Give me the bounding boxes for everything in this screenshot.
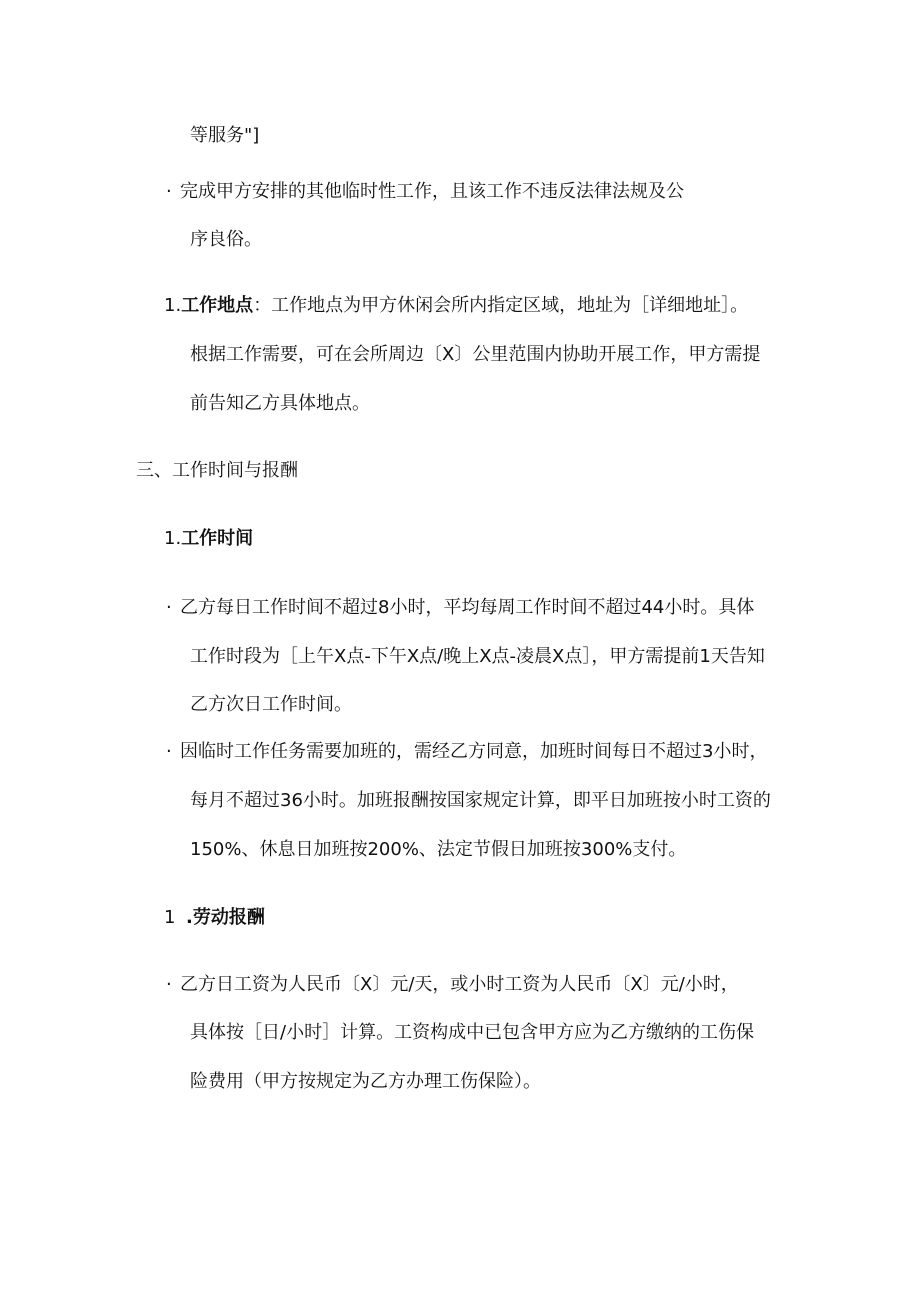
line-text: 每月不超过36小时。加班报酬按国家规定计算，即平日加班按小时工资的 [190,790,771,811]
line-text: 前告知乙方具体地点。 [190,393,370,414]
line-text: 具体按［日/小时］计算。工资构成中已包含甲方应为乙方缴纳的工伤保 [190,1022,755,1043]
line-text: 乙方日工资为人民币〔X〕元/天，或小时工资为人民币〔X〕元/小时， [180,974,739,995]
text-line [190,228,262,252]
text-line [190,838,686,862]
text-line [190,1021,754,1045]
line-text: 工作时段为［上午X点-下午X点/晚上X点-凌晨X点］，甲方需提前1天告知 [190,646,765,667]
text-line [190,343,760,367]
bullet-line [166,180,684,204]
section-heading [136,459,298,483]
bullet-icon: · [166,597,172,618]
line-text: 序良俗。 [190,229,262,250]
text-line [190,1070,541,1094]
text-line [190,789,771,813]
bullet-icon: · [166,974,172,995]
bullet-line [166,973,739,997]
text-line [190,124,259,148]
bullet-line [166,596,754,620]
line-text: 完成甲方安排的其他临时性工作，且该工作不违反法律法规及公 [180,181,684,202]
item-heading: .劳动报酬 [186,907,265,928]
item-number: 1. [164,295,182,316]
item-number: 1 [164,907,176,928]
line-text: 乙方每日工作时间不超过8小时，平均每周工作时间不超过44小时。具体 [180,597,755,618]
subheading [164,906,265,930]
line-text: 因临时工作任务需要加班的，需经乙方同意，加班时间每日不超过3小时， [180,741,768,762]
line-text: 根据工作需要，可在会所周边〔X〕公里范围内协助开展工作，甲方需提 [190,344,761,365]
subheading [164,527,253,551]
line-text: 150%、休息日加班按200%、法定节假日加班按300%支付。 [190,839,687,860]
line-text: ：工作地点为甲方休闲会所内指定区域，地址为［详细地址］。 [253,295,749,316]
bullet-line [166,740,767,764]
line-text: 险费用（甲方按规定为乙方办理工伤保险）。 [190,1071,541,1092]
line-text: 等服务"] [190,125,260,146]
item-number: 1. [164,528,182,549]
text-line [190,645,765,669]
item-heading: 工作地点 [181,295,254,316]
bullet-icon: · [166,741,172,762]
text-line [190,693,352,717]
line-text: 三、工作时间与报酬 [136,460,298,481]
line-text: 乙方次日工作时间。 [190,694,352,715]
numbered-line [164,294,748,318]
bullet-icon: · [166,181,172,202]
item-heading: 工作时间 [181,528,254,549]
text-line [190,392,370,416]
